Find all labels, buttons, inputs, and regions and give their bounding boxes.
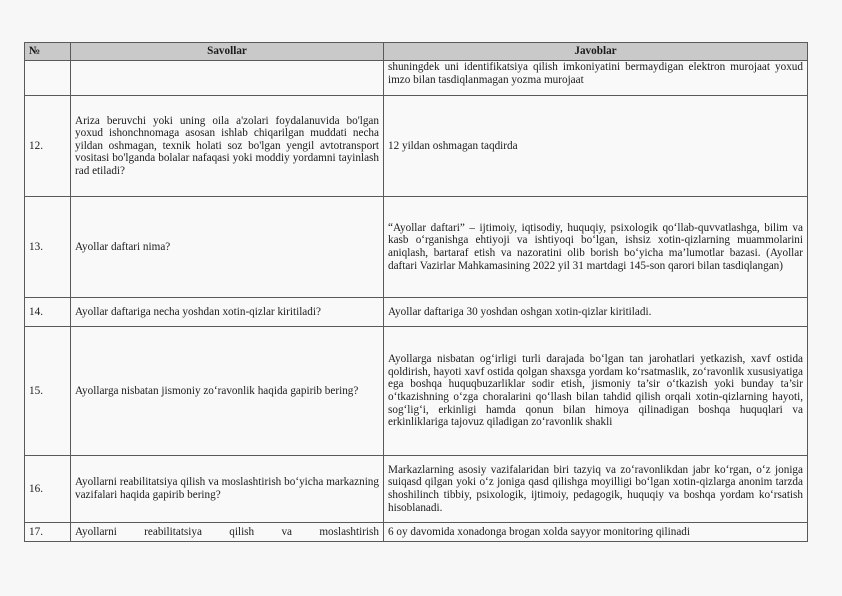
row-answer: Ayollarga nisbatan og‘irligi turli darajada bo‘lgan tan jarohatlari yetkazish, xavf ostida qoldirish, hayoti xavf ostida qolgan shaxsga yordam ko‘rsatmaslik, zo‘ravonlik xususiyatiga ega boshqa huquqbuzarliklar sodir etish, jismoniy ta’sir o‘tkazish yoki bunday ta’sir o‘tkazishning o‘zga choralarini qo‘llash bilan tahdid qilish orqali xotin-qizlarning hayoti, sog‘lig‘i, erkinligi hamda qonun bilan himoya qilinadigan boshqa huquqlari va erkinliklariga tajovuz qiladigan zo‘ravonlik shakli bbox=[384, 327, 808, 456]
row-number: 14. bbox=[25, 298, 71, 327]
table-row bbox=[25, 523, 808, 542]
row-question: Ayollar daftariga necha yoshdan xotin-qizlar kiritiladi? bbox=[71, 298, 384, 327]
row-number: 15. bbox=[25, 327, 71, 456]
row-answer: shuningdek uni identifikatsiya qilish imkoniyatini bermaydigan elektron murojaat yoxud imzo bilan tasdiqlanmagan yozma murojaat bbox=[384, 61, 808, 96]
header-number: № bbox=[25, 43, 71, 61]
row-number: 13. bbox=[25, 197, 71, 298]
row-answer: Ayollar daftariga 30 yoshdan oshgan xotin-qizlar kiritiladi. bbox=[384, 298, 808, 327]
table-row bbox=[25, 61, 808, 96]
row-question: Ayollarni reabilitatsiya qilish va moslashtirish bbox=[71, 523, 384, 542]
qa-table bbox=[24, 42, 808, 542]
table-row bbox=[25, 327, 808, 456]
row-number bbox=[25, 61, 71, 96]
row-number: 17. bbox=[25, 523, 71, 542]
table-row bbox=[25, 298, 808, 327]
row-answer: “Ayollar daftari” – ijtimoiy, iqtisodiy, huquqiy, psixologik qo‘llab-quvvatlashga, bilim va kasb o‘rganishga ehtiyoji va ishtiyoqi bo‘lgan, ishsiz xotin-qizlarning muammolarini aniqlash, bartaraf etish va nazoratini olib borish bo‘yicha ma’lumotlar bazasi. (Ayollar daftari Vazirlar Mahkamasining 2022 yil 31 martdagi 145-son qarori bilan tasdiqlangan) bbox=[384, 197, 808, 298]
table-header-row bbox=[25, 43, 808, 61]
row-number: 16. bbox=[25, 456, 71, 523]
row-answer: 6 oy davomida xonadonga brogan xolda sayyor monitoring qilinadi bbox=[384, 523, 808, 542]
row-question bbox=[71, 61, 384, 96]
row-answer: Markazlarning asosiy vazifalaridan biri tazyiq va zo‘ravonlikdan jabr ko‘rgan, o‘z joniga suiqasd qilgan yoki o‘z joniga qasd qilishga moyilligi bo‘lgan xotin-qizlarga anonim tarzda shoshilinch tibbiy, psixologik, ijtimoiy, pedagogik, huquqiy va boshqa yordam ko‘rsatish hisoblanadi. bbox=[384, 456, 808, 523]
table-row bbox=[25, 456, 808, 523]
row-question: Ariza beruvchi yoki uning oila a'zolari foydalanuvida bo'lgan yoxud ishonchnomaga asosan ishlab chiqarilgan muddati necha yildan oshmagan, texnik holati soz bo'lgan yengil avtotransport vositasi bo'lganda bolalar nafaqasi yoki moddiy yordamni tayinlash rad etiladi? bbox=[71, 96, 384, 197]
header-questions: Savollar bbox=[71, 43, 384, 61]
row-question: Ayollarga nisbatan jismoniy zo‘ravonlik haqida gapirib bering? bbox=[71, 327, 384, 456]
table-row bbox=[25, 96, 808, 197]
table-row bbox=[25, 197, 808, 298]
header-answers: Javoblar bbox=[384, 43, 808, 61]
row-question: Ayollarni reabilitatsiya qilish va moslashtirish bo‘yicha markazning vazifalari haqida gapirib bering? bbox=[71, 456, 384, 523]
row-question: Ayollar daftari nima? bbox=[71, 197, 384, 298]
row-answer: 12 yildan oshmagan taqdirda bbox=[384, 96, 808, 197]
row-number: 12. bbox=[25, 96, 71, 197]
